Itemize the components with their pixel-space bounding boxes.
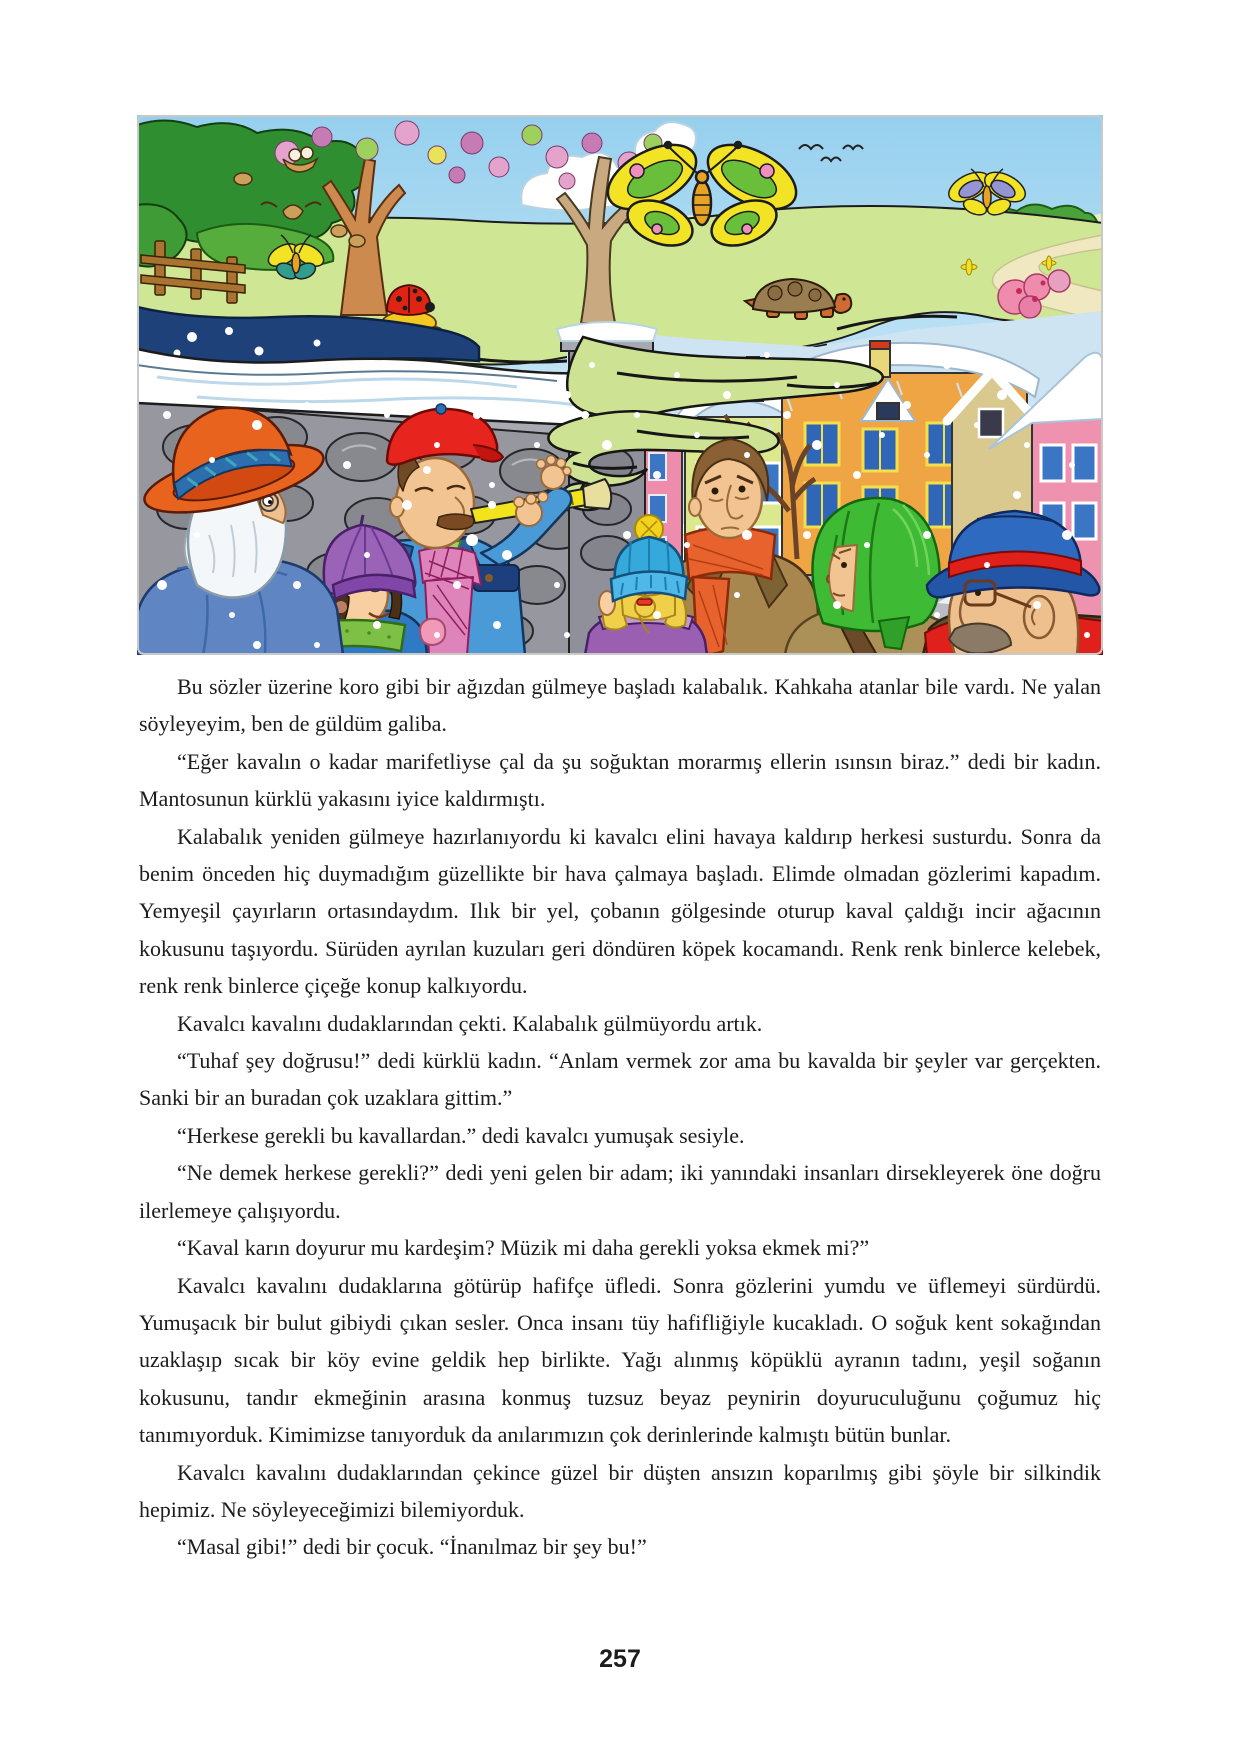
story-paragraph: Kavalcı kavalını dudaklarından çekti. Kalabalık gülmüyordu artık. <box>177 1010 763 1036</box>
page-number: 257 <box>599 1645 641 1673</box>
story-paragraph: “Tuhaf şey doğrusu!” dedi kürklü kadın. “Anlam vermek zor ama bu kavalda bir şeyler var gerçekten. Sanki bir an buradan çok uzaklara gittim.” <box>139 1048 1101 1111</box>
story-paragraph: “Masal gibi!” dedi bir çocuk. “İnanılmaz bir şey bu!” <box>177 1534 647 1560</box>
story-illustration <box>137 115 1103 655</box>
story-paragraph: “Herkese gerekli bu kavallardan.” dedi kavalcı yumuşak sesiyle. <box>177 1122 745 1148</box>
story-paragraph: Bu sözler üzerine koro gibi bir ağızdan gülmeye başladı kalabalık. Kahkaha atanlar bile vardı. Ne yalan söyleyeyim, ben de güldüm galiba. <box>139 674 1101 737</box>
story-paragraph: “Eğer kavalın o kadar marifetliyse çal da şu soğuktan morarmış ellerin ısınsın biraz.” dedi bir kadın. Mantosunun kürklü yakasını iyice kaldırmıştı. <box>139 748 1101 812</box>
story-text <box>139 668 1101 1566</box>
story-illustration-frame <box>137 115 1103 655</box>
story-paragraph: Kavalcı kavalını dudaklarına götürüp hafifçe üfledi. Sonra gözlerini yumdu ve üflemeyi sürdürdü. Yumuşacık bir bulut gibiydi çıkan sesler. Onca insanı tüy hafifliğiyle kucakladı. O soğuk kent sokağından uzaklaşıp sıcak bir köy evine geldik hep birlikte. Yağı alınmış köpüklü ayranın tadını, yeşil soğanın kokusunu, tandır ekmeğinin arasına konmuş tuzsuz beyaz peynirin doyuruculuğunu çoğumuz hiç tanımıyorduk. Kimimizse tanıyorduk da anılarımızın çok derinlerinde kalmıştı bütün bunlar. <box>139 1272 1101 1448</box>
story-paragraph: Kavalcı kavalını dudaklarından çekince güzel bir düşten ansızın koparılmış gibi şöyle bir silkindik hepimiz. Ne söyleyeceğimizi bilemiyorduk. <box>139 1459 1101 1522</box>
story-paragraph: “Kaval karın doyurur mu kardeşim? Müzik mi daha gerekli yoksa ekmek mi?” <box>177 1235 870 1261</box>
story-paragraph: “Ne demek herkese gerekli?” dedi yeni gelen bir adam; iki yanındaki insanları dirsekleyerek öne doğru ilerlemeye çalışıyordu. <box>139 1160 1101 1223</box>
story-paragraph: Kalabalık yeniden gülmeye hazırlanıyordu ki kavalcı elini havaya kaldırıp herkesi susturdu. Sonra da benim önceden hiç duymadığım güzellikte bir hava çalmaya başladı. Elimde olmadan gözlerimi kapadım. Yemyeşil çayırların ortasındaydım. Ilık bir yel, çobanın gölgesinde oturup kaval çaldığı incir ağacının kokusunu taşıyordu. Sürüden ayrılan kuzuları geri döndüren köpek kocamandı. Renk renk binlerce kelebek, renk renk binlerce çiçeğe konup kalkıyordu. <box>139 823 1101 999</box>
pink-mitten <box>420 619 445 645</box>
